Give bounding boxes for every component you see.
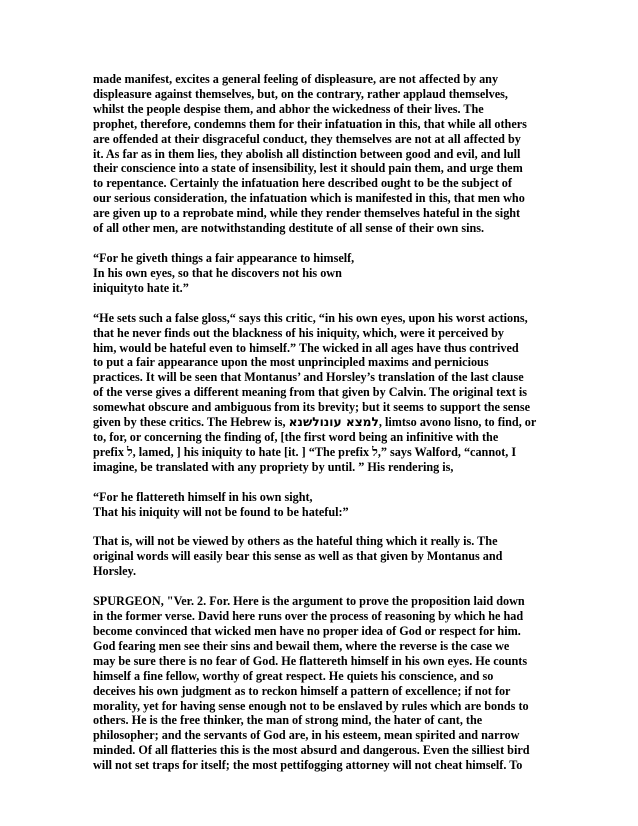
text-line: imagine, be translated with any propriety by until. ” His rendering is,: [93, 459, 454, 474]
text-line-hebrew: [93, 415, 555, 430]
text-line: somewhat obscure and ambiguous from its brevity; but it seems to support the sense: [93, 400, 531, 415]
text-line: Horsley.: [93, 564, 136, 579]
text-line: him, would be hateful even to himself.” The wicked in all ages have thus contrived: [93, 340, 519, 355]
text-line: made manifest, excites a general feeling of displeasure, are not affected by any: [93, 72, 499, 86]
paragraph-1: [93, 72, 555, 236]
quote-line: That his iniquity will not be found to be hateful:”: [93, 504, 349, 519]
text-line: morality, yet for having sense enough not to be enslaved by rules which are bonds to: [93, 698, 529, 713]
text-line: others. He is the free thinker, the man of strong mind, the hater of cant, the: [93, 713, 483, 728]
quote-line: “For he flattereth himself in his own sight,: [93, 489, 313, 504]
text-line: to repentance. Certainly the infatuation here described ought to be the subject of: [93, 176, 512, 191]
text-line: become convinced that wicked men have no proper idea of God or respect for him.: [93, 624, 521, 638]
hebrew-line-before: given by these critics. The Hebrew is,: [93, 415, 289, 430]
quote-line: “For he giveth things a fair appearance to himself,: [93, 250, 355, 265]
document-page: [93, 72, 555, 788]
text-line: to put a fair appearance upon the most unprincipled maxims and pernicious: [93, 355, 489, 370]
text-line: prefix ל, lamed, ] his iniquity to hate [it. ] “The prefix ל,” says Walford, “cannot, I: [93, 444, 517, 459]
text-line: That is, will not be viewed by others as the hateful thing which it really is. The: [93, 534, 498, 549]
quote-verse-1: [93, 251, 555, 296]
paragraph-3: [93, 311, 555, 475]
text-line: that he never finds out the blackness of his iniquity, which, were it perceived by: [93, 325, 505, 340]
text-line: of the verse gives a different meaning from that given by Calvin. The original text is: [93, 385, 527, 400]
paragraph-5: [93, 534, 555, 579]
text-line: are offended at their disgraceful conduct, they themselves are not at all affected by: [93, 131, 521, 146]
text-line: deceives his own judgment as to reckon himself a pattern of excellence; if not for: [93, 683, 511, 698]
text-line: original words will easily bear this sense as well as that given by Montanus and: [93, 549, 503, 564]
text-line: minded. Of all flatteries this is the most absurd and dangerous. Even the silliest bird: [93, 743, 530, 758]
text-line: in the former verse. David here runs over the process of reasoning by which he had: [93, 609, 524, 624]
hebrew-line-after: , limtso avono lisno, to find, or: [378, 415, 537, 430]
text-line: may be sure there is no fear of God. He flattereth himself in his own eyes. He counts: [93, 653, 528, 668]
quote-line: iniquityto hate it.”: [93, 280, 189, 295]
text-line: will not set traps for itself; the most pettifogging attorney will not cheat himself. To: [93, 758, 523, 773]
text-line: himself a fine fellow, worthy of great respect. He quiets his conscience, and so: [93, 668, 494, 683]
text-line: of all other men, are notwithstanding destitute of all sense of their own sins.: [93, 221, 485, 236]
text-line: our serious consideration, the infatuation which is manifested in this, that men who: [93, 191, 525, 206]
quote-verse-2: [93, 490, 555, 520]
hebrew-word: למצא עונולשנא: [288, 415, 379, 430]
text-line: to, for, or concerning the finding of, [the first word being an infinitive with the: [93, 429, 499, 444]
text-line: displeasure against themselves, but, on the contrary, rather applaud themselves,: [93, 86, 508, 101]
text-line: practices. It will be seen that Montanus’ and Horsley’s translation of the last clause: [93, 370, 524, 385]
text-line: God fearing men see their sins and bewail them, where the reverse is the case we: [93, 638, 510, 653]
text-line: it. As far as in them lies, they abolish all distinction between good and evil, and lull: [93, 146, 521, 161]
text-line: “He sets such a false gloss,“ says this critic, “in his own eyes, upon his worst actions,: [93, 310, 528, 325]
text-line: prophet, therefore, condemns them for their infatuation in this, that while all others: [93, 116, 527, 131]
text-line: their conscience into a state of insensibility, lest it should pain them, and urge them: [93, 161, 523, 176]
text-line: philosopher; and the servants of God are, in his esteem, mean spirited and narrow: [93, 728, 520, 743]
paragraph-spurgeon: [93, 594, 555, 773]
text-line: SPURGEON, "Ver. 2. For. Here is the argument to prove the proposition laid down: [93, 594, 525, 609]
text-line: whilst the people despise them, and abhor the wickedness of their lives. The: [93, 101, 484, 116]
text-line: are given up to a reprobate mind, while they render themselves hateful in the sight: [93, 206, 521, 221]
quote-line: In his own eyes, so that he discovers not his own: [93, 265, 342, 280]
